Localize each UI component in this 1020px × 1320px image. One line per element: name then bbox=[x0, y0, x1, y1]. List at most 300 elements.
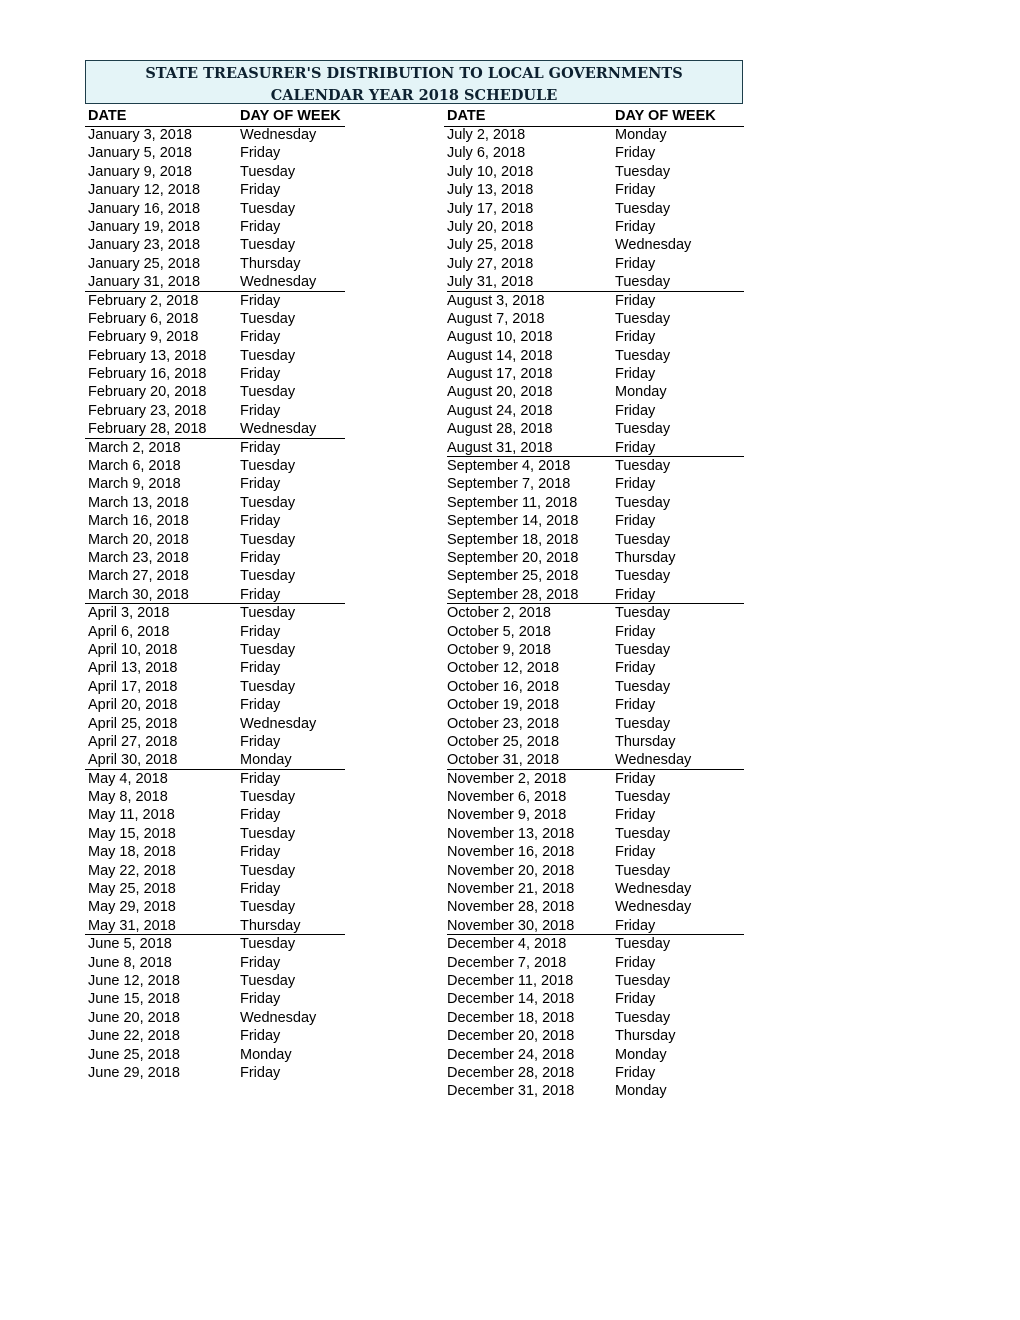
schedule-row bbox=[88, 531, 345, 549]
date-cell: June 29, 2018 bbox=[88, 1064, 180, 1081]
schedule-row bbox=[88, 806, 345, 824]
date-cell: July 20, 2018 bbox=[447, 218, 534, 235]
date-cell: January 9, 2018 bbox=[88, 163, 192, 180]
day-of-week-cell: Tuesday bbox=[240, 237, 296, 254]
day-of-week-cell: Tuesday bbox=[240, 384, 296, 401]
day-of-week-cell: Monday bbox=[615, 127, 667, 143]
date-cell: March 27, 2018 bbox=[88, 568, 189, 585]
schedule-row bbox=[85, 751, 345, 769]
schedule-row bbox=[447, 402, 744, 420]
date-cell: August 31, 2018 bbox=[447, 439, 553, 456]
schedule-row bbox=[447, 751, 744, 769]
schedule-row bbox=[447, 788, 744, 806]
day-of-week-cell: Tuesday bbox=[240, 605, 296, 622]
schedule-row bbox=[447, 733, 744, 751]
schedule-row bbox=[447, 641, 744, 659]
day-of-week-cell: Friday bbox=[240, 1064, 281, 1081]
day-of-week-cell: Tuesday bbox=[615, 641, 671, 658]
date-cell: May 31, 2018 bbox=[88, 917, 176, 934]
date-cell: January 19, 2018 bbox=[88, 218, 201, 235]
day-of-week-cell: Tuesday bbox=[240, 678, 296, 695]
day-of-week-cell: Friday bbox=[615, 623, 656, 640]
day-of-week-cell: Tuesday bbox=[615, 862, 671, 879]
day-of-week-cell: Friday bbox=[240, 476, 281, 493]
schedule-row bbox=[88, 494, 345, 512]
date-cell: April 30, 2018 bbox=[88, 752, 178, 769]
schedule-row bbox=[447, 770, 744, 788]
date-cell: March 23, 2018 bbox=[88, 549, 189, 566]
schedule-row bbox=[88, 898, 345, 916]
schedule-row bbox=[447, 696, 744, 714]
day-of-week-cell: Tuesday bbox=[240, 310, 296, 327]
schedule-row bbox=[88, 659, 345, 677]
schedule-row bbox=[447, 475, 744, 493]
schedule-row bbox=[85, 273, 345, 291]
day-of-week-cell: Friday bbox=[240, 513, 281, 530]
day-of-week-cell: Tuesday bbox=[615, 274, 671, 291]
date-cell: December 7, 2018 bbox=[447, 954, 567, 971]
date-cell: May 8, 2018 bbox=[88, 789, 168, 806]
day-of-week-cell: Tuesday bbox=[615, 825, 671, 842]
day-of-week-cell: Monday bbox=[240, 1046, 292, 1063]
schedule-row bbox=[447, 935, 744, 953]
title-line-1: STATE TREASURER'S DISTRIBUTION TO LOCAL GOVERNMENTS bbox=[145, 65, 683, 82]
day-of-week-cell: Tuesday bbox=[240, 200, 296, 217]
date-cell: March 30, 2018 bbox=[88, 586, 189, 603]
schedule-row bbox=[88, 181, 345, 199]
date-cell: February 20, 2018 bbox=[88, 384, 207, 401]
day-of-week-cell: Tuesday bbox=[615, 715, 671, 732]
day-of-week-cell: Tuesday bbox=[615, 531, 671, 548]
date-cell: December 24, 2018 bbox=[447, 1046, 575, 1063]
date-cell: April 13, 2018 bbox=[88, 660, 178, 677]
schedule-row bbox=[88, 163, 345, 181]
schedule-row bbox=[447, 200, 744, 218]
date-cell: September 18, 2018 bbox=[447, 531, 579, 548]
schedule-row bbox=[447, 1082, 744, 1100]
date-cell: November 30, 2018 bbox=[447, 917, 575, 934]
day-of-week-cell: Friday bbox=[240, 807, 281, 824]
day-of-week-cell: Tuesday bbox=[615, 789, 671, 806]
day-of-week-cell: Tuesday bbox=[240, 163, 296, 180]
day-of-week-cell: Tuesday bbox=[240, 862, 296, 879]
day-of-week-cell: Friday bbox=[615, 1064, 656, 1081]
day-of-week-cell: Tuesday bbox=[615, 200, 671, 217]
date-cell: June 12, 2018 bbox=[88, 972, 180, 989]
date-cell: November 2, 2018 bbox=[447, 770, 567, 787]
date-cell: November 13, 2018 bbox=[447, 825, 575, 842]
day-of-week-cell: Friday bbox=[240, 881, 281, 898]
day-of-week-cell: Friday bbox=[615, 145, 656, 162]
date-cell: December 18, 2018 bbox=[447, 1009, 575, 1026]
schedule-row bbox=[447, 604, 744, 622]
date-cell: April 27, 2018 bbox=[88, 733, 178, 750]
right-day-header: DAY OF WEEK bbox=[615, 108, 716, 124]
schedule-row bbox=[447, 255, 744, 273]
day-of-week-cell: Friday bbox=[240, 1028, 281, 1045]
day-of-week-cell: Wednesday bbox=[240, 421, 317, 438]
day-of-week-cell: Tuesday bbox=[240, 494, 296, 511]
schedule-row bbox=[447, 954, 744, 972]
schedule-row bbox=[88, 954, 345, 972]
schedule-row bbox=[447, 623, 744, 641]
schedule-row bbox=[88, 972, 345, 990]
date-cell: October 23, 2018 bbox=[447, 715, 560, 732]
date-cell: August 20, 2018 bbox=[447, 384, 553, 401]
schedule-row bbox=[447, 549, 744, 567]
schedule-row bbox=[88, 825, 345, 843]
date-cell: May 15, 2018 bbox=[88, 825, 176, 842]
day-of-week-cell: Wednesday bbox=[615, 899, 692, 916]
day-of-week-cell: Friday bbox=[240, 439, 281, 456]
schedule-row bbox=[447, 531, 744, 549]
day-of-week-cell: Friday bbox=[240, 182, 281, 199]
date-cell: September 14, 2018 bbox=[447, 513, 579, 530]
day-of-week-cell: Tuesday bbox=[240, 458, 296, 475]
date-cell: October 9, 2018 bbox=[447, 641, 551, 658]
schedule-row bbox=[88, 862, 345, 880]
left-date-header: DATE bbox=[88, 108, 127, 124]
schedule-row bbox=[88, 512, 345, 530]
schedule-row bbox=[447, 292, 744, 310]
schedule-row bbox=[447, 218, 744, 236]
schedule-row bbox=[88, 567, 345, 585]
day-of-week-cell: Friday bbox=[240, 586, 281, 603]
schedule-row bbox=[447, 715, 744, 733]
date-cell: October 16, 2018 bbox=[447, 678, 560, 695]
day-of-week-cell: Friday bbox=[240, 402, 281, 419]
day-of-week-cell: Friday bbox=[615, 954, 656, 971]
date-cell: June 8, 2018 bbox=[88, 954, 172, 971]
day-of-week-cell: Thursday bbox=[615, 549, 676, 566]
schedule-row bbox=[447, 990, 744, 1008]
date-cell: May 18, 2018 bbox=[88, 844, 176, 861]
schedule-row bbox=[447, 1046, 744, 1064]
date-cell: August 28, 2018 bbox=[447, 421, 553, 438]
schedule-row bbox=[447, 862, 744, 880]
date-cell: January 31, 2018 bbox=[88, 274, 201, 291]
date-cell: September 25, 2018 bbox=[447, 568, 579, 585]
date-cell: May 4, 2018 bbox=[88, 770, 168, 787]
schedule-row bbox=[447, 825, 744, 843]
date-cell: February 23, 2018 bbox=[88, 402, 207, 419]
schedule-row bbox=[447, 880, 744, 898]
date-cell: September 4, 2018 bbox=[447, 458, 571, 475]
schedule-row bbox=[447, 586, 744, 604]
day-of-week-cell: Tuesday bbox=[240, 936, 296, 953]
schedule-row bbox=[447, 898, 744, 916]
schedule-row bbox=[447, 659, 744, 677]
schedule-row bbox=[447, 310, 744, 328]
date-cell: July 2, 2018 bbox=[447, 127, 526, 143]
day-of-week-cell: Thursday bbox=[240, 255, 301, 272]
day-of-week-cell: Friday bbox=[615, 329, 656, 346]
day-of-week-cell: Friday bbox=[615, 697, 656, 714]
date-cell: October 2, 2018 bbox=[447, 605, 551, 622]
day-of-week-cell: Wednesday bbox=[615, 881, 692, 898]
day-of-week-cell: Wednesday bbox=[240, 1009, 317, 1026]
date-cell: August 3, 2018 bbox=[447, 292, 545, 309]
date-cell: May 25, 2018 bbox=[88, 881, 176, 898]
day-of-week-cell: Wednesday bbox=[615, 237, 692, 254]
schedule-row bbox=[447, 494, 744, 512]
schedule-row bbox=[88, 1027, 345, 1045]
date-cell: March 9, 2018 bbox=[88, 476, 181, 493]
day-of-week-cell: Friday bbox=[240, 954, 281, 971]
date-cell: March 13, 2018 bbox=[88, 494, 189, 511]
day-of-week-cell: Friday bbox=[240, 292, 281, 309]
schedule-row bbox=[447, 972, 744, 990]
date-cell: August 17, 2018 bbox=[447, 366, 553, 383]
day-of-week-cell: Friday bbox=[240, 329, 281, 346]
date-cell: April 25, 2018 bbox=[88, 715, 178, 732]
schedule-row bbox=[88, 292, 345, 310]
schedule-row bbox=[88, 733, 345, 751]
day-of-week-cell: Tuesday bbox=[615, 1009, 671, 1026]
day-of-week-cell: Friday bbox=[615, 476, 656, 493]
day-of-week-cell: Tuesday bbox=[615, 678, 671, 695]
date-cell: November 20, 2018 bbox=[447, 862, 575, 879]
schedule-row bbox=[88, 788, 345, 806]
date-cell: September 7, 2018 bbox=[447, 476, 571, 493]
day-of-week-cell: Tuesday bbox=[615, 494, 671, 511]
schedule-row bbox=[88, 402, 345, 420]
day-of-week-cell: Wednesday bbox=[615, 752, 692, 769]
date-cell: June 22, 2018 bbox=[88, 1028, 180, 1045]
day-of-week-cell: Friday bbox=[240, 145, 281, 162]
schedule-row bbox=[88, 144, 345, 162]
day-of-week-cell: Thursday bbox=[615, 733, 676, 750]
schedule-row bbox=[447, 383, 744, 401]
schedule-row bbox=[88, 1009, 345, 1027]
date-cell: October 12, 2018 bbox=[447, 660, 560, 677]
schedule-row bbox=[88, 843, 345, 861]
date-cell: February 6, 2018 bbox=[88, 310, 199, 327]
left-day-header: DAY OF WEEK bbox=[240, 108, 341, 124]
schedule-row bbox=[85, 586, 345, 604]
day-of-week-cell: Friday bbox=[615, 402, 656, 419]
date-cell: January 5, 2018 bbox=[88, 145, 192, 162]
date-cell: November 21, 2018 bbox=[447, 881, 575, 898]
day-of-week-cell: Tuesday bbox=[615, 347, 671, 364]
date-cell: December 11, 2018 bbox=[447, 972, 574, 989]
schedule-row bbox=[85, 420, 345, 438]
right-schedule-column bbox=[447, 126, 744, 1101]
day-of-week-cell: Monday bbox=[240, 752, 292, 769]
day-of-week-cell: Friday bbox=[240, 218, 281, 235]
day-of-week-cell: Friday bbox=[615, 182, 656, 199]
date-cell: January 12, 2018 bbox=[88, 182, 201, 199]
schedule-row bbox=[88, 641, 345, 659]
schedule-row bbox=[88, 770, 345, 788]
day-of-week-cell: Tuesday bbox=[615, 936, 671, 953]
schedule-row bbox=[447, 273, 744, 291]
day-of-week-cell: Friday bbox=[240, 770, 281, 787]
schedule-row bbox=[88, 880, 345, 898]
date-cell: April 17, 2018 bbox=[88, 678, 178, 695]
day-of-week-cell: Friday bbox=[615, 917, 656, 934]
day-of-week-cell: Tuesday bbox=[240, 972, 296, 989]
day-of-week-cell: Wednesday bbox=[240, 127, 317, 143]
day-of-week-cell: Wednesday bbox=[240, 274, 317, 291]
schedule-row bbox=[447, 917, 744, 935]
day-of-week-cell: Friday bbox=[615, 660, 656, 677]
date-cell: August 10, 2018 bbox=[447, 329, 553, 346]
day-of-week-cell: Monday bbox=[615, 384, 667, 401]
day-of-week-cell: Friday bbox=[240, 991, 281, 1008]
schedule-row bbox=[447, 1064, 744, 1082]
day-of-week-cell: Friday bbox=[615, 439, 656, 456]
schedule-row bbox=[447, 1027, 744, 1045]
date-cell: March 6, 2018 bbox=[88, 458, 181, 475]
schedule-row bbox=[447, 678, 744, 696]
day-of-week-cell: Tuesday bbox=[240, 347, 296, 364]
day-of-week-cell: Friday bbox=[615, 366, 656, 383]
schedule-row bbox=[447, 439, 744, 457]
date-cell: August 14, 2018 bbox=[447, 347, 553, 364]
date-cell: January 16, 2018 bbox=[88, 200, 201, 217]
schedule-row bbox=[447, 420, 744, 438]
schedule-row bbox=[447, 236, 744, 254]
day-of-week-cell: Tuesday bbox=[615, 605, 671, 622]
day-of-week-cell: Friday bbox=[615, 991, 656, 1008]
schedule-row bbox=[88, 457, 345, 475]
day-of-week-cell: Friday bbox=[240, 660, 281, 677]
schedule-row bbox=[88, 328, 345, 346]
day-of-week-cell: Tuesday bbox=[240, 789, 296, 806]
day-of-week-cell: Tuesday bbox=[240, 531, 296, 548]
schedule-row bbox=[447, 347, 744, 365]
date-cell: December 14, 2018 bbox=[447, 991, 575, 1008]
day-of-week-cell: Friday bbox=[615, 513, 656, 530]
date-cell: September 20, 2018 bbox=[447, 549, 579, 566]
schedule-row bbox=[88, 604, 345, 622]
date-cell: September 28, 2018 bbox=[447, 586, 579, 603]
date-cell: June 15, 2018 bbox=[88, 991, 180, 1008]
schedule-row bbox=[447, 457, 744, 475]
date-cell: November 6, 2018 bbox=[447, 789, 567, 806]
day-of-week-cell: Tuesday bbox=[615, 568, 671, 585]
date-cell: December 31, 2018 bbox=[447, 1083, 575, 1100]
date-cell: May 22, 2018 bbox=[88, 862, 176, 879]
date-cell: February 9, 2018 bbox=[88, 329, 199, 346]
day-of-week-cell: Friday bbox=[615, 292, 656, 309]
schedule-row bbox=[88, 439, 345, 457]
schedule-row bbox=[447, 365, 744, 383]
date-cell: February 16, 2018 bbox=[88, 366, 207, 383]
day-of-week-cell: Friday bbox=[615, 255, 656, 272]
date-cell: March 2, 2018 bbox=[88, 439, 181, 456]
date-cell: January 25, 2018 bbox=[88, 255, 201, 272]
day-of-week-cell: Monday bbox=[615, 1046, 667, 1063]
date-cell: October 31, 2018 bbox=[447, 752, 560, 769]
date-cell: January 23, 2018 bbox=[88, 237, 201, 254]
schedule-row bbox=[88, 623, 345, 641]
date-cell: November 16, 2018 bbox=[447, 844, 575, 861]
date-cell: June 25, 2018 bbox=[88, 1046, 180, 1063]
date-cell: March 20, 2018 bbox=[88, 531, 189, 548]
date-cell: April 3, 2018 bbox=[88, 605, 170, 622]
day-of-week-cell: Tuesday bbox=[615, 310, 671, 327]
date-cell: July 6, 2018 bbox=[447, 145, 526, 162]
date-cell: July 10, 2018 bbox=[447, 163, 534, 180]
date-cell: May 11, 2018 bbox=[88, 807, 175, 824]
schedule-row bbox=[88, 236, 345, 254]
date-cell: October 25, 2018 bbox=[447, 733, 560, 750]
schedule-row bbox=[88, 549, 345, 567]
schedule-row bbox=[447, 126, 744, 144]
schedule-row bbox=[447, 806, 744, 824]
day-of-week-cell: Friday bbox=[615, 586, 656, 603]
day-of-week-cell: Friday bbox=[240, 623, 281, 640]
date-cell: February 13, 2018 bbox=[88, 347, 207, 364]
day-of-week-cell: Friday bbox=[615, 807, 656, 824]
day-of-week-cell: Tuesday bbox=[615, 421, 671, 438]
schedule-row bbox=[88, 935, 345, 953]
day-of-week-cell: Friday bbox=[240, 366, 281, 383]
title-box bbox=[85, 60, 743, 104]
schedule-row bbox=[88, 696, 345, 714]
date-cell: July 25, 2018 bbox=[447, 237, 534, 254]
schedule-row bbox=[85, 917, 345, 935]
date-cell: April 20, 2018 bbox=[88, 697, 178, 714]
schedule-row bbox=[88, 990, 345, 1008]
date-cell: April 10, 2018 bbox=[88, 641, 178, 658]
date-cell: November 9, 2018 bbox=[447, 807, 567, 824]
day-of-week-cell: Tuesday bbox=[240, 825, 296, 842]
date-cell: December 28, 2018 bbox=[447, 1064, 575, 1081]
date-cell: July 17, 2018 bbox=[447, 200, 534, 217]
date-cell: July 31, 2018 bbox=[447, 274, 534, 291]
day-of-week-cell: Friday bbox=[615, 770, 656, 787]
right-date-header: DATE bbox=[447, 108, 486, 124]
date-cell: August 7, 2018 bbox=[447, 310, 545, 327]
schedule-row bbox=[447, 567, 744, 585]
day-of-week-cell: Friday bbox=[615, 218, 656, 235]
schedule-row bbox=[88, 200, 345, 218]
day-of-week-cell: Thursday bbox=[240, 917, 301, 934]
date-cell: February 2, 2018 bbox=[88, 292, 199, 309]
schedule-row bbox=[88, 1064, 345, 1082]
day-of-week-cell: Monday bbox=[615, 1083, 667, 1100]
schedule-row bbox=[88, 365, 345, 383]
date-cell: March 16, 2018 bbox=[88, 513, 189, 530]
day-of-week-cell: Tuesday bbox=[240, 641, 296, 658]
date-cell: August 24, 2018 bbox=[447, 402, 553, 419]
schedule-row bbox=[88, 255, 345, 273]
date-cell: February 28, 2018 bbox=[88, 421, 207, 438]
day-of-week-cell: Tuesday bbox=[615, 972, 671, 989]
schedule-row bbox=[447, 512, 744, 530]
schedule-row bbox=[88, 126, 345, 144]
schedule-row bbox=[447, 163, 744, 181]
schedule-row bbox=[447, 181, 744, 199]
title-line-2: CALENDAR YEAR 2018 SCHEDULE bbox=[270, 87, 558, 104]
left-schedule-column bbox=[88, 126, 345, 1082]
date-cell: May 29, 2018 bbox=[88, 899, 176, 916]
date-cell: June 5, 2018 bbox=[88, 936, 172, 953]
date-cell: December 4, 2018 bbox=[447, 936, 567, 953]
day-of-week-cell: Tuesday bbox=[240, 568, 296, 585]
date-cell: September 11, 2018 bbox=[447, 494, 578, 511]
day-of-week-cell: Friday bbox=[240, 697, 281, 714]
schedule-row bbox=[88, 715, 345, 733]
schedule-row bbox=[88, 383, 345, 401]
date-cell: July 27, 2018 bbox=[447, 255, 534, 272]
schedule-row bbox=[447, 843, 744, 861]
day-of-week-cell: Friday bbox=[240, 549, 281, 566]
day-of-week-cell: Tuesday bbox=[615, 163, 671, 180]
